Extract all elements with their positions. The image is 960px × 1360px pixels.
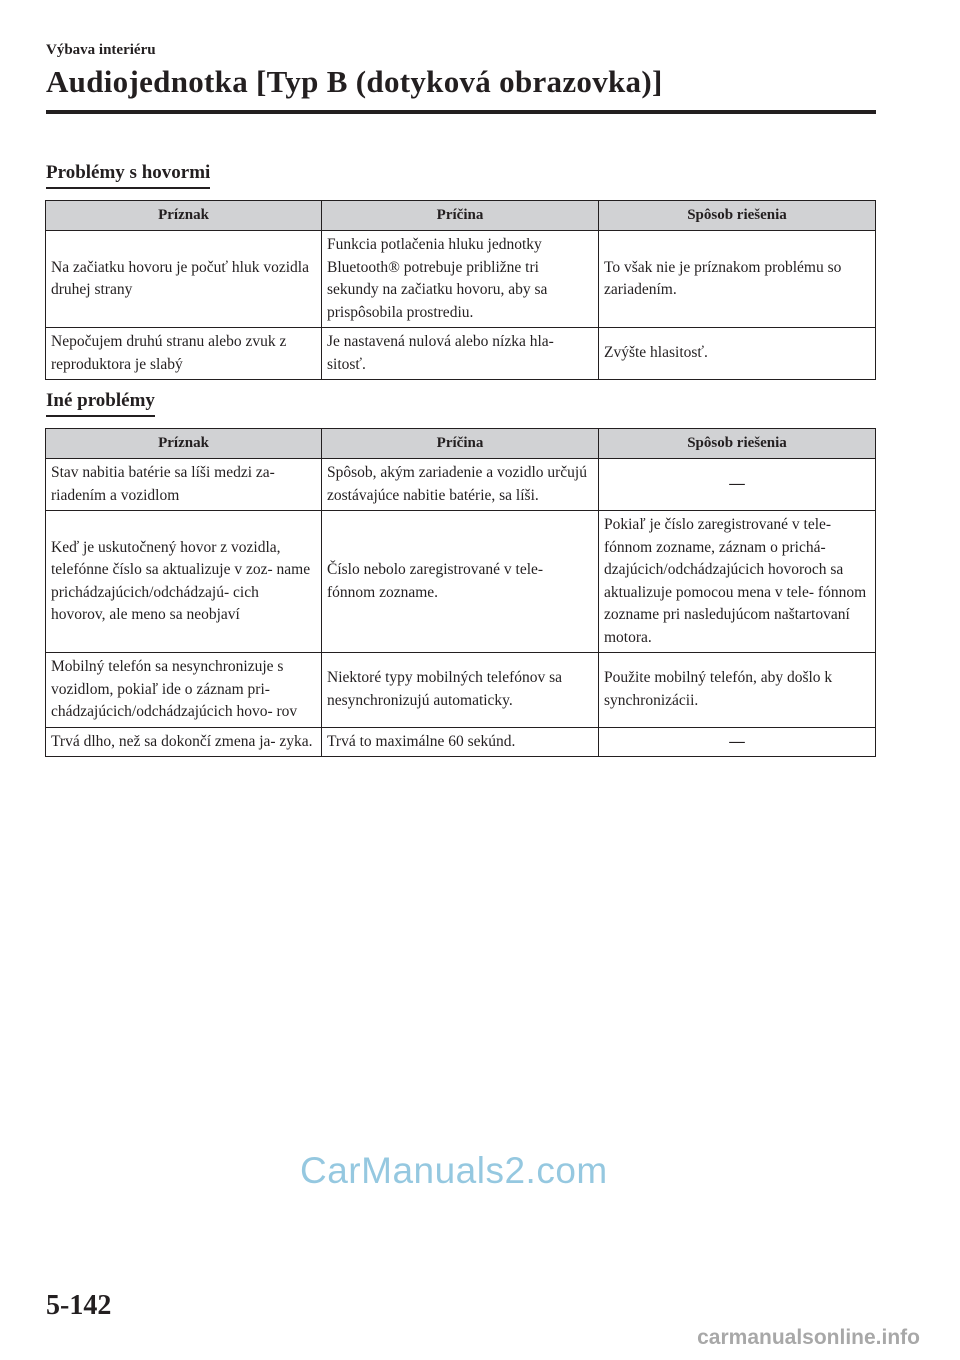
solution-cell: ― bbox=[599, 459, 876, 511]
page-number: 5-142 bbox=[46, 1290, 112, 1321]
column-header-cause: Príčina bbox=[322, 429, 599, 459]
table-row bbox=[46, 231, 876, 328]
solution-cell: ― bbox=[599, 727, 876, 757]
cause-cell: Číslo nebolo zaregistrované v tele- fónnom zozname. bbox=[322, 511, 599, 653]
cause-cell: Niektoré typy mobilných telefónov sa nesynchronizujú automaticky. bbox=[322, 653, 599, 728]
cause-cell: Je nastavená nulová alebo nízka hla- sitosť. bbox=[322, 328, 599, 380]
solution-cell: Pokiaľ je číslo zaregistrované v tele- fónnom zozname, záznam o prichá- dzajúcich/odchádzajúcich hovoroch sa aktualizuje pomocou mena v tele- fónnom zozname pri nasledujúcom naštartovaní motora. bbox=[599, 511, 876, 653]
column-header-solution: Spôsob riešenia bbox=[599, 201, 876, 231]
header-divider bbox=[46, 110, 876, 114]
call-problems-table bbox=[45, 200, 876, 380]
table-row bbox=[46, 653, 876, 728]
column-header-solution: Spôsob riešenia bbox=[599, 429, 876, 459]
cause-cell: Funkcia potlačenia hluku jednotky Bluetooth® potrebuje približne tri sekundy na začiatku hovoru, aby sa prispôsobila prostrediu. bbox=[322, 231, 599, 328]
watermark-logo: CarManuals2.com bbox=[300, 1150, 608, 1191]
solution-cell: To však nie je príznakom problému so zariadením. bbox=[599, 231, 876, 328]
solution-cell: Použite mobilný telefón, aby došlo k synchronizácii. bbox=[599, 653, 876, 728]
section-title-other-problems: Iné problémy bbox=[46, 390, 155, 417]
table-row bbox=[46, 727, 876, 757]
column-header-cause: Príčina bbox=[322, 201, 599, 231]
symptom-cell: Stav nabitia batérie sa líši medzi za- riadením a vozidlom bbox=[46, 459, 322, 511]
symptom-cell: Nepočujem druhú stranu alebo zvuk z reproduktora je slabý bbox=[46, 328, 322, 380]
cause-cell: Spôsob, akým zariadenie a vozidlo určujú zostávajúce nabitie batérie, sa líši. bbox=[322, 459, 599, 511]
page-title: Audiojednotka [Typ B (dotyková obrazovka)] bbox=[46, 64, 663, 99]
symptom-cell: Mobilný telefón sa nesynchronizuje s vozidlom, pokiaľ ide o záznam pri- chádzajúcich/odchádzajúcich hovo- rov bbox=[46, 653, 322, 728]
symptom-cell: Na začiatku hovoru je počuť hluk vozidla druhej strany bbox=[46, 231, 322, 328]
table-row bbox=[46, 511, 876, 653]
cause-cell: Trvá to maximálne 60 sekúnd. bbox=[322, 727, 599, 757]
table-header-row bbox=[46, 201, 876, 231]
table-header-row bbox=[46, 429, 876, 459]
symptom-cell: Trvá dlho, než sa dokončí zmena ja- zyka. bbox=[46, 727, 322, 757]
column-header-symptom: Príznak bbox=[46, 201, 322, 231]
section-title-call-problems: Problémy s hovormi bbox=[46, 162, 210, 189]
table-row bbox=[46, 459, 876, 511]
chapter-label: Výbava interiéru bbox=[46, 42, 156, 58]
column-header-symptom: Príznak bbox=[46, 429, 322, 459]
footer-watermark: carmanualsonline.info bbox=[697, 1326, 920, 1349]
symptom-cell: Keď je uskutočnený hovor z vozidla, telefónne číslo sa aktualizuje v zoz- name prichádzajúcich/odchádzajú- cich hovorov, ale meno sa neobjaví bbox=[46, 511, 322, 653]
table-row bbox=[46, 328, 876, 380]
other-problems-table bbox=[45, 428, 876, 757]
solution-cell: Zvýšte hlasitosť. bbox=[599, 328, 876, 380]
